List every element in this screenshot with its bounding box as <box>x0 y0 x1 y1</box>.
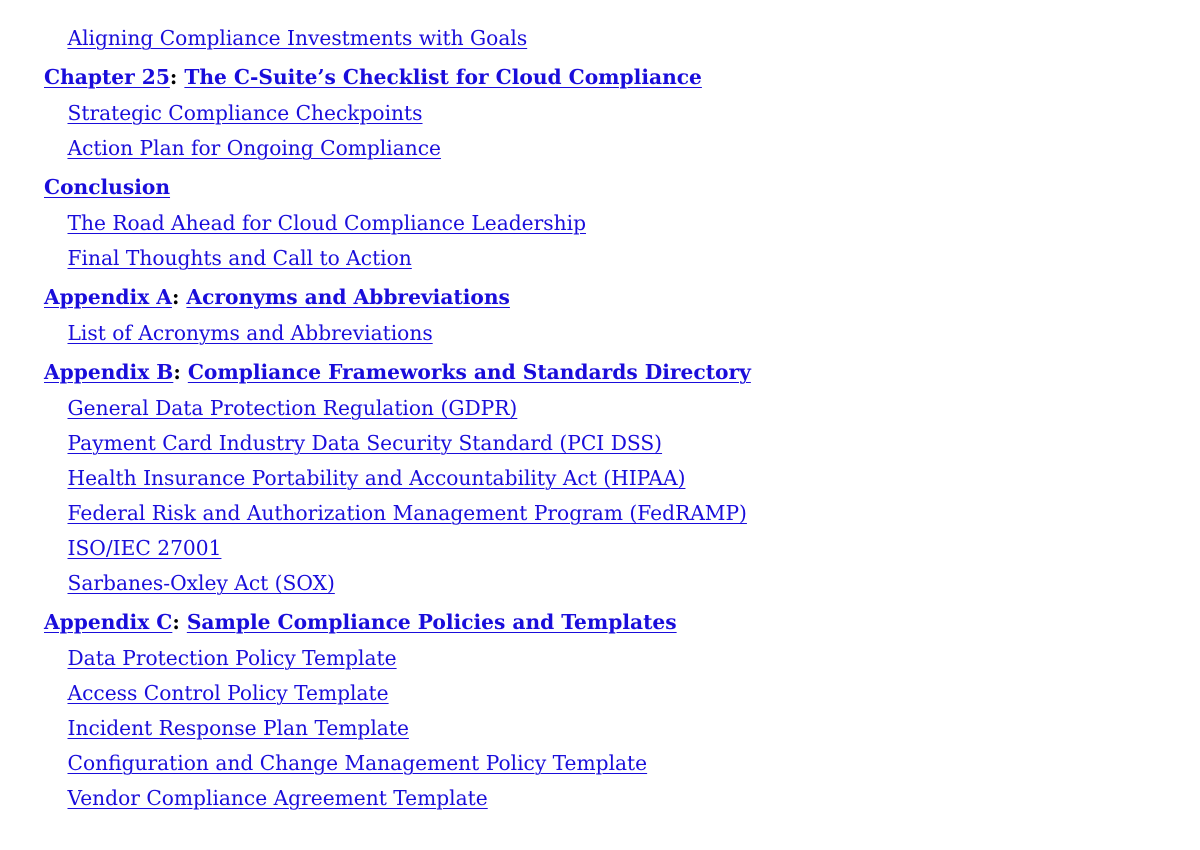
toc-link[interactable]: Strategic Compliance Checkpoints <box>67 101 423 125</box>
toc-entry-data-protection-template <box>68 648 397 668</box>
toc-link[interactable]: Federal Risk and Authorization Management Program (FedRAMP) <box>67 501 747 525</box>
toc-heading-label[interactable]: Chapter 25 <box>44 65 170 89</box>
toc-entry-gdpr <box>68 398 518 418</box>
toc-heading-title[interactable]: Compliance Frameworks and Standards Directory <box>187 360 751 384</box>
toc-heading-appendix-b <box>44 362 751 382</box>
toc-link[interactable]: Health Insurance Portability and Accountability Act (HIPAA) <box>67 466 686 490</box>
toc-link[interactable]: List of Acronyms and Abbreviations <box>67 321 433 345</box>
toc-heading-label[interactable]: Appendix B <box>44 360 174 384</box>
toc-link[interactable]: Payment Card Industry Data Security Standard (PCI DSS) <box>67 431 663 455</box>
toc-heading-title[interactable]: Conclusion <box>44 175 171 199</box>
toc-heading-title[interactable]: The C-Suite’s Checklist for Cloud Compliance <box>184 65 702 89</box>
toc-separator: : <box>171 285 180 309</box>
toc-heading-conclusion <box>44 177 170 197</box>
toc-link[interactable]: General Data Protection Regulation (GDPR) <box>67 396 518 420</box>
toc-link[interactable]: Vendor Compliance Agreement Template <box>67 786 488 810</box>
toc-entry-final-thoughts <box>68 248 412 268</box>
toc-heading-title[interactable]: Acronyms and Abbreviations <box>186 285 510 309</box>
toc-link[interactable]: Sarbanes-Oxley Act (SOX) <box>67 571 335 595</box>
toc-heading-appendix-c <box>44 612 677 632</box>
toc-entry-pci-dss <box>68 433 663 453</box>
toc-entry-aligning-compliance-investments <box>68 28 528 48</box>
toc-link[interactable]: Data Protection Policy Template <box>67 646 397 670</box>
toc-link[interactable]: Incident Response Plan Template <box>67 716 409 740</box>
toc-entry-sox <box>68 573 335 593</box>
toc-entry-fedramp <box>68 503 747 523</box>
toc-heading-label[interactable]: Appendix C <box>44 610 173 634</box>
toc-entry-hipaa <box>68 468 686 488</box>
toc-entry-incident-response-template <box>68 718 409 738</box>
toc-entry-list-of-acronyms <box>68 323 433 343</box>
toc-entry-road-ahead <box>68 213 587 233</box>
toc-link[interactable]: Aligning Compliance Investments with Goals <box>67 26 528 50</box>
toc-entry-iso-27001 <box>68 538 222 558</box>
toc-entry-access-control-template <box>68 683 389 703</box>
toc-heading-appendix-a <box>44 287 510 307</box>
toc-link[interactable]: Configuration and Change Management Policy Template <box>67 751 648 775</box>
toc-entry-strategic-checkpoints <box>68 103 423 123</box>
toc-link[interactable]: Access Control Policy Template <box>67 681 389 705</box>
toc-separator: : <box>173 360 181 384</box>
toc-link[interactable]: Final Thoughts and Call to Action <box>67 246 412 270</box>
toc-separator: : <box>172 610 180 634</box>
toc-link[interactable]: Action Plan for Ongoing Compliance <box>67 136 442 160</box>
toc-link[interactable]: ISO/IEC 27001 <box>67 536 222 560</box>
toc-entry-vendor-agreement-template <box>68 788 488 808</box>
toc-entry-configuration-change-template <box>68 753 648 773</box>
toc-heading-title[interactable]: Sample Compliance Policies and Templates <box>186 610 677 634</box>
toc-heading-chapter-25 <box>44 67 702 87</box>
toc-separator: : <box>169 65 178 89</box>
toc-entry-action-plan <box>68 138 442 158</box>
toc-link[interactable]: The Road Ahead for Cloud Compliance Leadership <box>67 211 586 235</box>
toc-heading-label[interactable]: Appendix A <box>44 285 172 309</box>
